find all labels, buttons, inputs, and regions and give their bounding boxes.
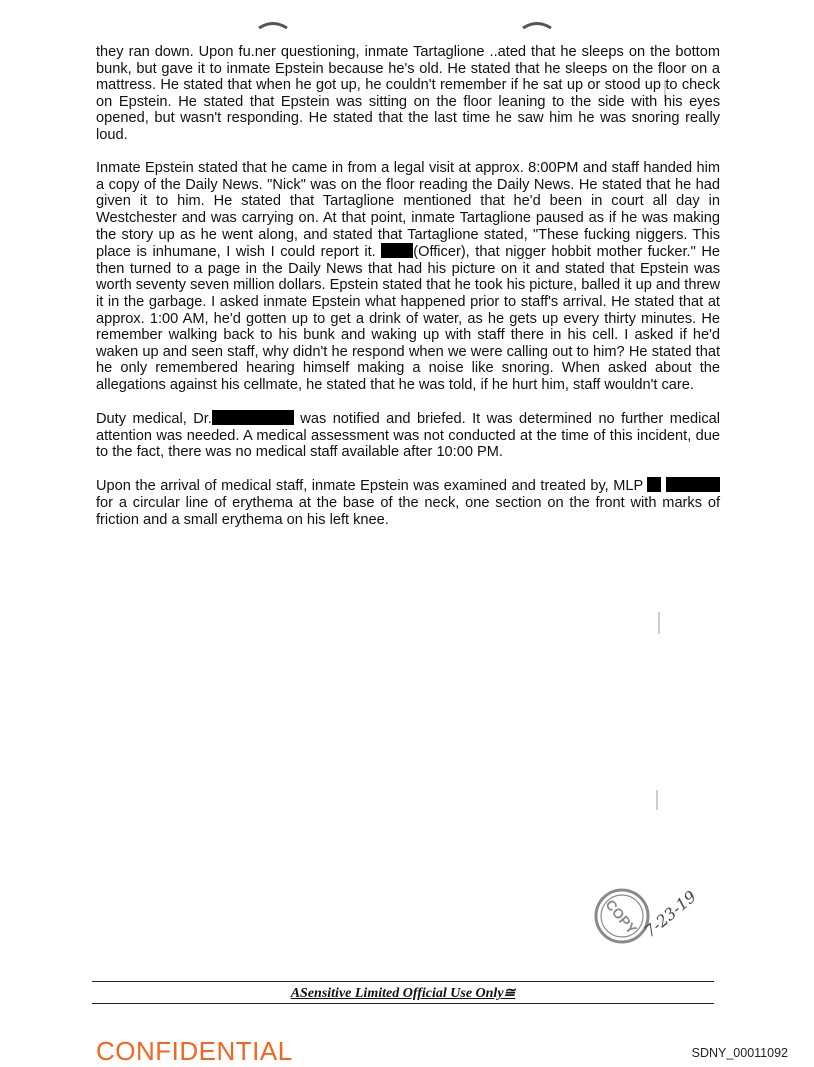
paragraph-text: (Officer), that nigger hobbit mother fucker." He then turned to a page in the Daily News that had his picture on it and stated that Epstein was worth seventy seven million dollars. Epstein stated that he took his picture, balled it up and threw it in the garbage. I asked inmate Epstein what happened prior to staff's arrival. He stated that at approx. 1:00 AM, he'd gotten up to get a drink of water, as he gets up every thirty minutes. He remember walking back to his bunk and waking up with staff there in his cell. I asked if he'd waken up and seen staff, why didn't he respond when we were calling out to him? He stated that he only remembered hearing himself making a noise like snoring. When asked about the allegations against his cellmate, he stated that he was told, if he hurt him, staff wouldn't care. bbox=[96, 244, 720, 393]
footer-label-suffix: ≅ bbox=[503, 986, 516, 1001]
redaction-box bbox=[647, 477, 661, 492]
footer-rule-top bbox=[92, 981, 714, 982]
bates-number: SDNY_00011092 bbox=[691, 1046, 788, 1060]
paragraph-text: Upon the arrival of medical staff, inmate Epstein was examined and treated by, MLP bbox=[96, 478, 648, 495]
paragraph-p2 bbox=[96, 160, 720, 393]
confidential-label: CONFIDENTIAL bbox=[96, 1036, 293, 1066]
redaction-box bbox=[212, 410, 294, 425]
copy-stamp bbox=[592, 878, 716, 958]
document-body bbox=[96, 44, 720, 545]
paragraph-p3 bbox=[96, 410, 720, 461]
paragraph-text: was notified and briefed. It was determined no further medical attention was needed. A medical assessment was not conducted at the time of this incident, due to the fact, there was no medical staff available after 10:00 PM. bbox=[96, 411, 721, 461]
redaction-box bbox=[381, 243, 413, 258]
stamp-text: COPY bbox=[602, 896, 641, 937]
scan-artifact bbox=[656, 790, 658, 810]
footer-rule-bottom bbox=[92, 1003, 714, 1004]
paragraph-text: for a circular line of erythema at the base of the neck, one section on the front with marks of friction and a small erythema on his left knee. bbox=[96, 495, 720, 528]
paragraph-text: Duty medical, Dr. bbox=[96, 411, 212, 428]
scan-artifact bbox=[658, 612, 660, 634]
punch-hole-mark bbox=[522, 21, 552, 29]
punch-hole-mark bbox=[258, 21, 288, 29]
footer-label bbox=[92, 985, 714, 1002]
paragraph-p1 bbox=[96, 44, 720, 144]
stamp-handwriting: 7-23-19 bbox=[640, 886, 700, 942]
footer-label-prefix: A bbox=[290, 986, 301, 1001]
paragraph-text: they ran down. Upon fu.ner questioning, inmate Tartaglione ..ated that he sleeps on the bottom bunk, but gave it to inmate Epstein because he's old. He stated that he sleeps on the floor on a mattress. He stated that when he got up, he couldn't remember if he sat up or stood up to check on Epstein. He stated that Epstein was sitting on the floor leaning to the side with his eyes opened, but wasn't responding. He stated that the last time he saw him he was snoring really loud. bbox=[96, 44, 720, 143]
redaction-box bbox=[666, 477, 720, 492]
paragraph-text: Inmate Epstein stated that he came in from a legal visit at approx. 8:00PM and staff handed him a copy of the Daily News. "Nick" was on the floor reading the Daily News. He stated that he had given it to him. He stated that Tartaglione mentioned that he'd been in court all day in Westchester and was carrying on. At that point, inmate Tartaglione paused as if he was making the story up as he went along, and stated that Tartaglione stated, "These fucking niggers. This place is inhumane, I wish I could report it. bbox=[96, 160, 720, 261]
footer-label-main: Sensitive Limited Official Use Only bbox=[300, 986, 504, 1001]
paragraph-p4 bbox=[96, 477, 720, 528]
